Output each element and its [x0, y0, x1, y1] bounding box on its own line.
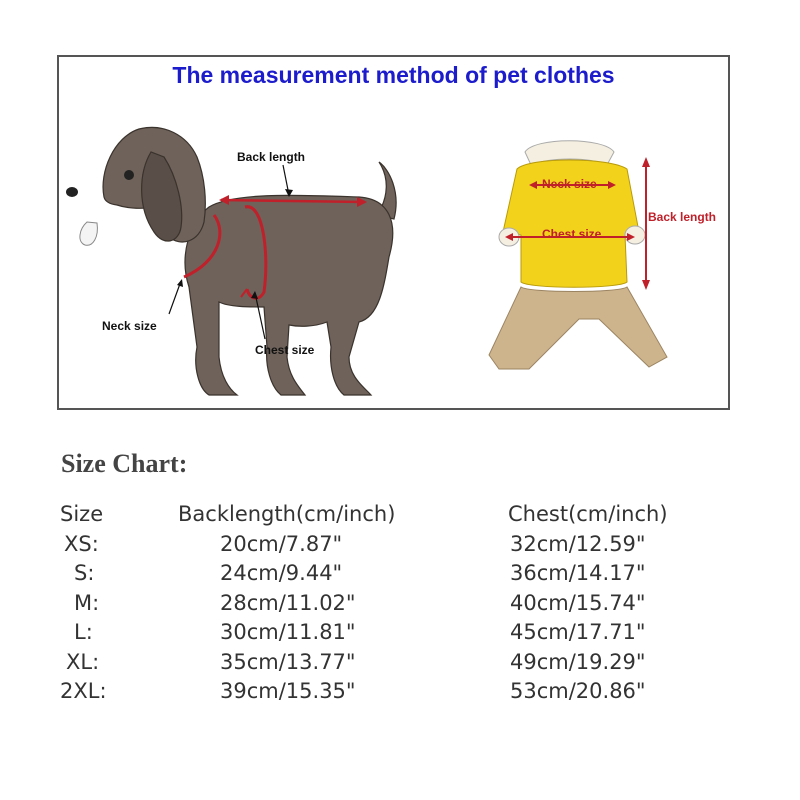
header-chest: Chest(cm/inch)	[508, 502, 668, 526]
row-chest: 49cm/19.29"	[510, 649, 646, 674]
row-size: M:	[74, 590, 100, 615]
table-header	[60, 502, 720, 532]
row-backlength: 30cm/11.81"	[220, 620, 356, 644]
row-chest: 45cm/17.71"	[510, 620, 646, 644]
garment-back-length-label: Back length	[648, 210, 717, 224]
table-row	[60, 620, 720, 650]
row-backlength: 39cm/15.35"	[220, 679, 356, 703]
garment-neck-size-label: Neck size	[542, 177, 597, 191]
row-size: S:	[74, 561, 95, 585]
row-size: 2XL:	[60, 679, 107, 703]
row-backlength: 28cm/11.02"	[220, 590, 356, 615]
diagram-title: The measurement method of pet clothes	[172, 62, 615, 88]
row-backlength: 24cm/9.44"	[220, 561, 343, 585]
size-chart-title: Size Chart:	[61, 449, 188, 478]
table-row	[60, 679, 720, 709]
row-size: L:	[74, 620, 93, 644]
row-chest: 36cm/14.17"	[510, 561, 646, 585]
row-chest: 53cm/20.86"	[510, 679, 646, 703]
size-chart-table	[60, 502, 720, 709]
dog-back-length-label: Back length	[237, 150, 306, 164]
table-row	[60, 561, 720, 591]
header-size: Size	[60, 502, 104, 526]
garment-illustration	[59, 57, 732, 412]
table-row	[60, 532, 720, 562]
row-size: XS:	[64, 531, 99, 556]
table-row	[60, 591, 720, 621]
dog-neck-size-label: Neck size	[102, 319, 157, 333]
garment-chest-size-label: Chest size	[542, 227, 602, 241]
dog-chest-size-label: Chest size	[255, 343, 315, 357]
row-chest: 32cm/12.59"	[510, 531, 646, 556]
measurement-diagram	[57, 55, 730, 410]
header-backlength: Backlength(cm/inch)	[178, 502, 396, 526]
row-backlength: 20cm/7.87"	[220, 531, 343, 556]
row-chest: 40cm/15.74"	[510, 590, 646, 615]
row-size: XL:	[66, 649, 100, 674]
table-row	[60, 650, 720, 680]
row-backlength: 35cm/13.77"	[220, 649, 356, 674]
